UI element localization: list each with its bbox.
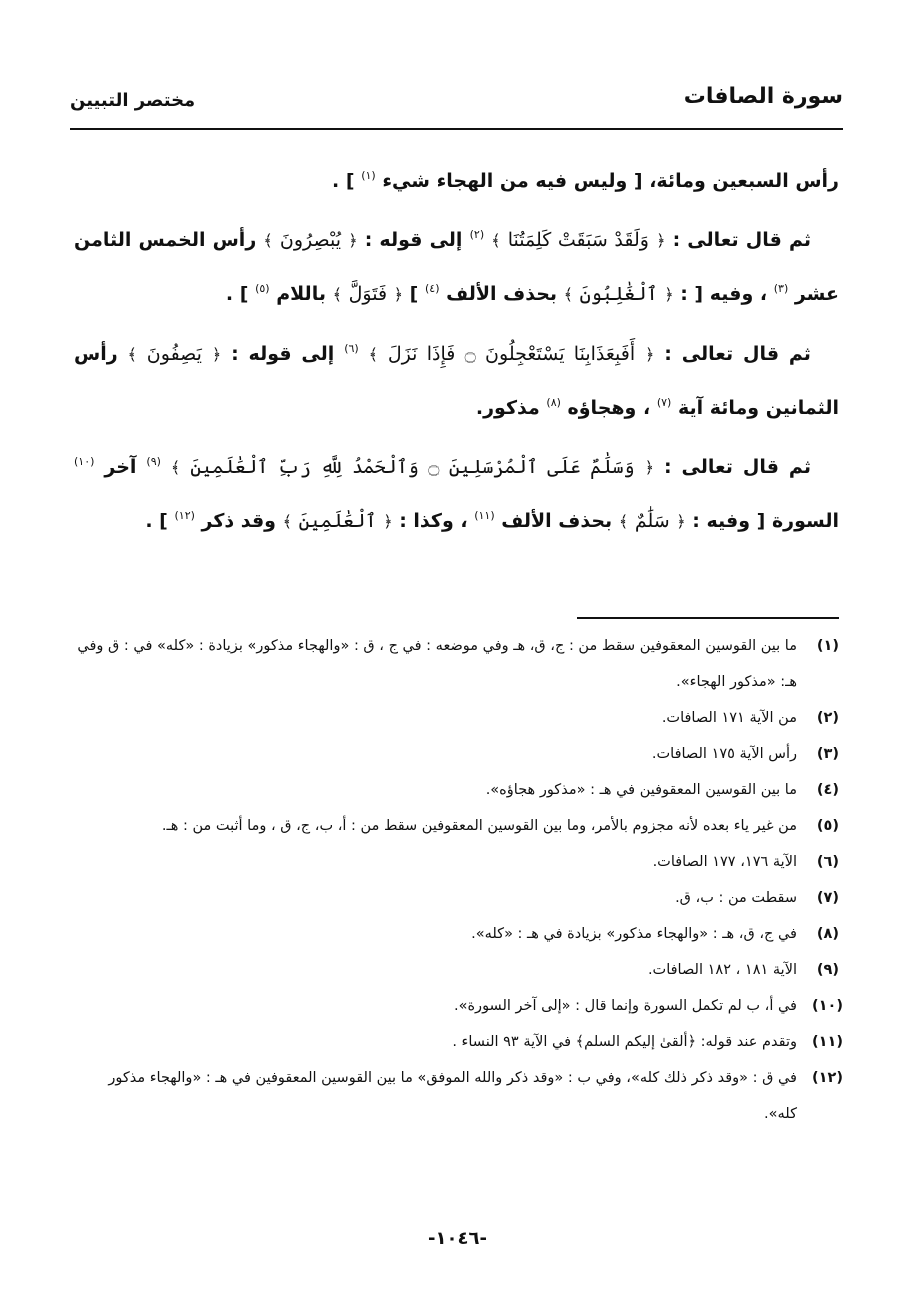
footnote-number: (٩): [816, 962, 839, 978]
text-span: إلى قوله :: [231, 343, 335, 365]
footnote-text: من الآية ١٧١ الصافات.: [661, 710, 797, 726]
footnote-number: (٧): [816, 890, 839, 906]
quran-verse: ٱلْعَٰلَمِينَ: [298, 510, 377, 532]
footnotes: [72, 628, 843, 1132]
quran-verse: سَلَٰمٌ: [634, 510, 670, 532]
footnote-text: الآية ١٧٦، ١٧٧ الصافات.: [652, 854, 797, 870]
footnote-item: [72, 1024, 843, 1060]
page-number: -١٠٤٦-: [428, 1228, 487, 1249]
quran-bracket-close-icon: ﴾: [282, 512, 292, 531]
paragraph-4: [74, 438, 839, 546]
text-span: وقد ذكر: [201, 510, 276, 532]
text-span: ] .: [225, 283, 249, 305]
footnote-text: ما بين القوسين المعقوفين سقط من : ج، ق، هـ وفي موضعه : في ج ، ق : «والهجاء مذكور» بزيادة : «كله» في : ق وفي هـ: «مذكور الهجاء».: [77, 638, 797, 690]
footnote-item: [72, 808, 839, 844]
text-span: بحذف الألف: [446, 283, 558, 305]
text-span: آخر: [104, 456, 137, 478]
footnote-number: (٤): [816, 782, 839, 798]
quran-bracket-open-icon: ﴿: [348, 231, 358, 250]
text-span: باللام: [276, 283, 326, 305]
text-span: مذكور.: [475, 397, 540, 419]
footnote-ref[interactable]: (١): [361, 169, 376, 182]
text-span: ، وكذا :: [399, 510, 468, 532]
quran-bracket-open-icon: ﴿: [211, 345, 222, 364]
footnote-ref[interactable]: (١٠): [74, 455, 95, 468]
footnote-text: في أ، ب لم تكمل السورة وإنما قال : «إلى آخر السورة».: [453, 998, 797, 1014]
footnote-item: [72, 916, 839, 952]
quran-bracket-open-icon: ﴿: [393, 285, 404, 304]
main-text: [74, 152, 839, 552]
quran-bracket-open-icon: ﴿: [664, 285, 674, 304]
text-span: رأس الثمانين ومائة آية: [74, 343, 839, 419]
text-span: بحذف الألف: [501, 510, 613, 532]
quran-bracket-open-icon: ﴿: [383, 512, 393, 531]
footnote-number: (١٢): [812, 1070, 843, 1086]
footnote-item: [72, 844, 839, 880]
text-span: ، وفيه [ :: [680, 283, 768, 305]
footnote-ref[interactable]: (٧): [656, 396, 672, 409]
quran-verse: وَلَقَدْ سَبَقَتْ كَلِمَتُنَا: [507, 229, 649, 251]
footnote-item: [72, 628, 839, 700]
footnote-number: (٦): [816, 854, 839, 870]
footnote-text: رأس الآية ١٧٥ الصافات.: [651, 746, 797, 762]
footnote-number: (٣): [816, 746, 839, 762]
text-span: رأس السبعين ومائة، [ وليس فيه من الهجاء شيء: [382, 170, 839, 192]
footnote-number: (٨): [816, 926, 839, 942]
footnote-text: سقطت من : ب، ق.: [675, 890, 797, 906]
quran-bracket-open-icon: ﴿: [645, 345, 655, 364]
footnote-ref[interactable]: (٣): [773, 282, 789, 295]
quran-bracket-close-icon: ﴾: [332, 285, 342, 304]
footnote-ref[interactable]: (٨): [546, 396, 561, 409]
quran-bracket-open-icon: ﴿: [644, 458, 654, 477]
footnote-ref[interactable]: (٢): [469, 228, 485, 241]
quran-bracket-open-icon: ﴿: [676, 512, 686, 531]
footnote-text: وتقدم عند قوله: ﴿ألقىٰ إليكم السلم﴾ في الآية ٩٣ النساء .: [452, 1034, 797, 1050]
footnote-ref[interactable]: (٦): [344, 342, 359, 355]
text-span: ] .: [145, 510, 168, 532]
footnote-ref[interactable]: (١٢): [174, 509, 195, 522]
footnote-item: [72, 988, 843, 1024]
quran-verse: أَفَبِعَذَابِنَا يَسْتَعْجِلُونَ ۝ فَإِذَا نَزَلَ: [387, 343, 636, 365]
footnote-item: [72, 700, 839, 736]
running-header: [70, 84, 843, 124]
text-span: إلى قوله :: [364, 229, 463, 251]
footnote-number: (١١): [812, 1034, 843, 1050]
header-divider: [70, 128, 843, 130]
text-span: ثم قال تعالى :: [672, 229, 812, 251]
footnote-item: [72, 772, 839, 808]
surah-title: سورة الصافات: [683, 84, 843, 109]
quran-verse: يُبْصِرُونَ: [279, 229, 342, 251]
quran-verse: وَسَلَٰمٌ عَلَى ٱلْمُرْسَلِينَ ۝ وَٱلْحَمْدُ لِلَّهِ رَبِّ ٱلْعَٰلَمِينَ: [190, 456, 635, 478]
footnote-number: (٢): [816, 710, 839, 726]
footnote-number: (١): [816, 638, 839, 654]
quran-verse: فَتَوَلَّ: [348, 283, 388, 305]
quran-bracket-close-icon: ﴾: [618, 512, 629, 531]
text-span: رأس الخمس الثامن عشر: [74, 229, 839, 305]
footnote-ref[interactable]: (٩): [146, 455, 161, 468]
footnote-ref[interactable]: (٥): [255, 282, 270, 295]
text-span: ] .: [332, 170, 355, 192]
footnote-text: في ق : «وقد ذكر ذلك كله»، وفي ب : «وقد ذكر والله الموفق» ما بين القوسين المعقوفين في هـ : «والهجاء مذكور كله».: [108, 1070, 797, 1122]
footnote-ref[interactable]: (٤): [424, 282, 440, 295]
quran-bracket-close-icon: ﴾: [263, 231, 273, 250]
paragraph-1: [74, 152, 839, 205]
text-span: ، وهجاؤه: [567, 397, 651, 419]
footnote-number: (١٠): [812, 998, 843, 1014]
footnote-number: (٥): [816, 818, 839, 834]
footnote-item: [72, 952, 839, 988]
footnote-item: [72, 736, 839, 772]
quran-bracket-close-icon: ﴾: [563, 285, 574, 304]
quran-bracket-close-icon: ﴾: [368, 345, 378, 364]
quran-bracket-close-icon: ﴾: [127, 345, 137, 364]
quran-verse: ٱلْغَٰلِبُونَ: [579, 283, 658, 305]
footnote-item: [72, 880, 839, 916]
book-title: مختصر التبيين: [70, 90, 196, 111]
quran-bracket-close-icon: ﴾: [170, 458, 181, 477]
footnote-text: من غير ياء بعده لأنه مجزوم بالأمر، وما بين القوسين المعقوفين سقط من : أ، ب، ج، ق ، وما أثبت من : هـ.: [161, 818, 797, 834]
text-span: ثم قال تعالى :: [663, 456, 811, 478]
text-span: السورة [ وفيه :: [692, 510, 839, 532]
quran-bracket-close-icon: ﴾: [491, 231, 501, 250]
quran-bracket-open-icon: ﴿: [656, 231, 666, 250]
text-span: ]: [409, 283, 419, 305]
footnote-item: [72, 1060, 843, 1132]
footnote-text: الآية ١٨١ ، ١٨٢ الصافات.: [647, 962, 797, 978]
quran-verse: يَصِفُونَ: [146, 343, 202, 365]
text-span: ثم قال تعالى :: [664, 343, 811, 365]
footnote-text: في ج، ق، هـ : «والهجاء مذكور» بزيادة في هـ : «كله».: [471, 926, 797, 942]
footnote-ref[interactable]: (١١): [474, 509, 495, 522]
paragraph-2: [74, 211, 839, 319]
footnote-text: ما بين القوسين المعقوفين في هـ : «مذكور هجاؤه».: [485, 782, 797, 798]
paragraph-3: [74, 325, 839, 432]
footnote-divider: [577, 617, 839, 619]
